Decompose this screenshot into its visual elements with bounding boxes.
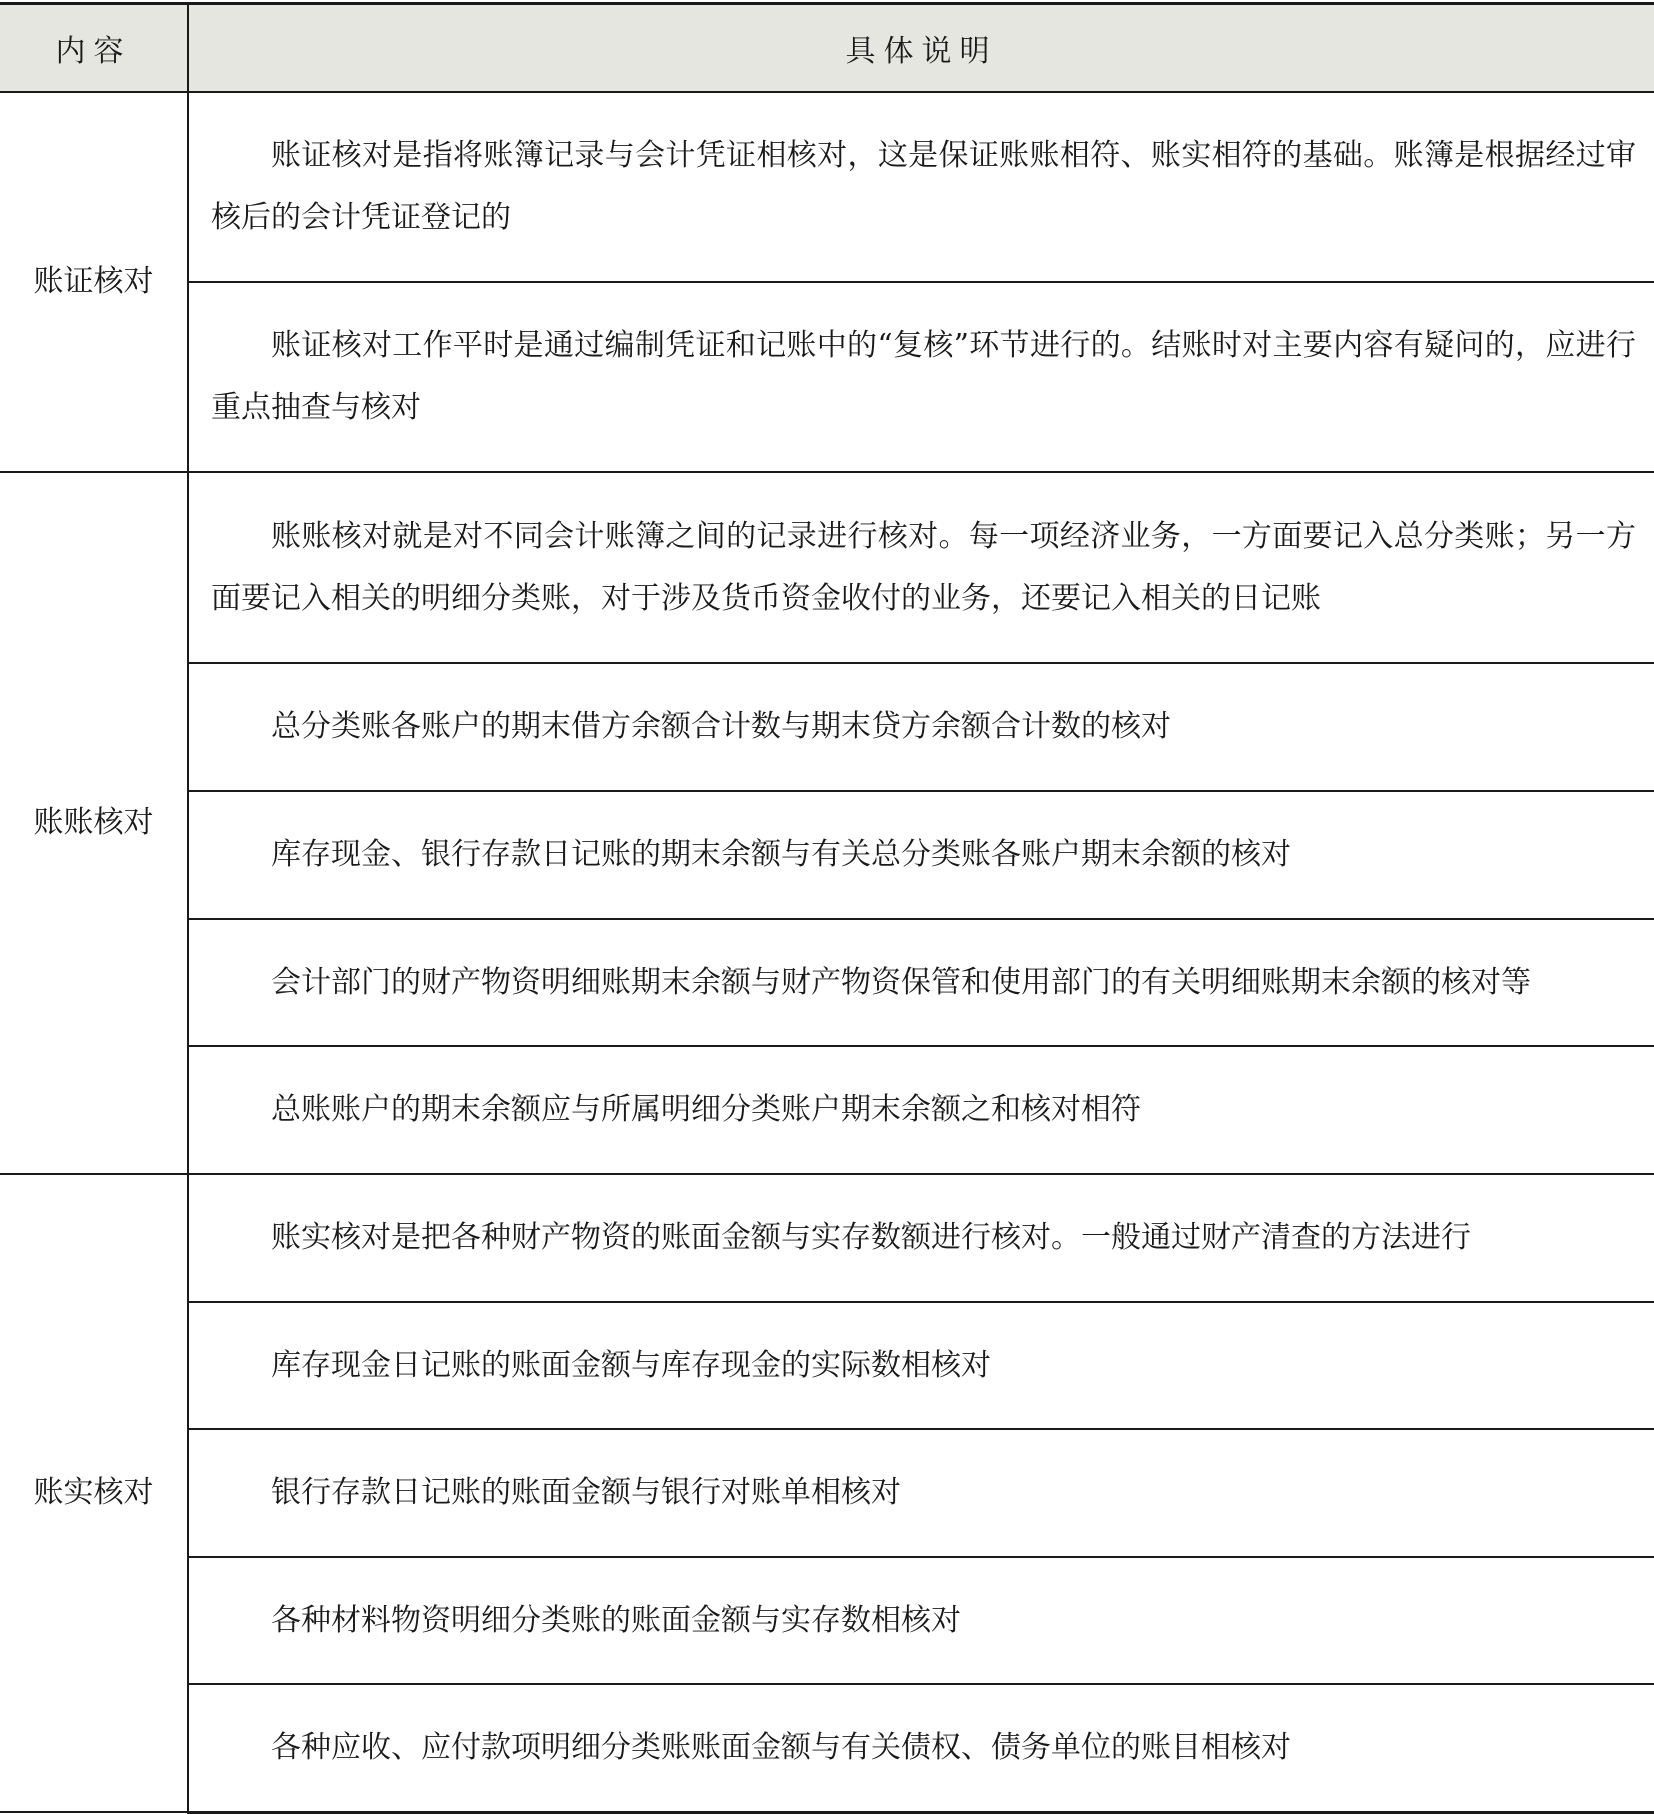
description-cell: 银行存款日记账的账面金额与银行对账单相核对 bbox=[188, 1429, 1654, 1557]
description-cell: 总分类账各账户的期末借方余额合计数与期末贷方余额合计数的核对 bbox=[188, 663, 1654, 791]
table-header bbox=[0, 4, 1654, 93]
description-cell: 库存现金日记账的账面金额与库存现金的实际数相核对 bbox=[188, 1302, 1654, 1429]
table-body bbox=[0, 92, 1654, 1812]
category-cell: 账账核对 bbox=[0, 472, 188, 1174]
table-row bbox=[0, 663, 1654, 791]
reconciliation-table bbox=[0, 2, 1654, 1814]
table-row bbox=[0, 1302, 1654, 1429]
header-description: 具体说明 bbox=[188, 4, 1654, 93]
table-row bbox=[0, 1429, 1654, 1557]
description-cell: 账证核对工作平时是通过编制凭证和记账中的“复核”环节进行的。结账时对主要内容有疑问的，应进行重点抽查与核对 bbox=[188, 282, 1654, 472]
table-row bbox=[0, 92, 1654, 282]
header-row bbox=[0, 4, 1654, 93]
table-row bbox=[0, 472, 1654, 663]
category-cell: 账证核对 bbox=[0, 92, 188, 472]
description-cell: 账证核对是指将账簿记录与会计凭证相核对，这是保证账账相符、账实相符的基础。账簿是根据经过审核后的会计凭证登记的 bbox=[188, 92, 1654, 282]
description-cell: 各种材料物资明细分类账的账面金额与实存数相核对 bbox=[188, 1557, 1654, 1684]
table-row bbox=[0, 282, 1654, 472]
category-cell: 账实核对 bbox=[0, 1174, 188, 1812]
table-row bbox=[0, 791, 1654, 919]
table-row bbox=[0, 919, 1654, 1046]
description-cell: 总账账户的期末余额应与所属明细分类账户期末余额之和核对相符 bbox=[188, 1046, 1654, 1174]
description-cell: 会计部门的财产物资明细账期末余额与财产物资保管和使用部门的有关明细账期末余额的核对等 bbox=[188, 919, 1654, 1046]
description-cell: 账实核对是把各种财产物资的账面金额与实存数额进行核对。一般通过财产清查的方法进行 bbox=[188, 1174, 1654, 1302]
description-cell: 各种应收、应付款项明细分类账账面金额与有关债权、债务单位的账目相核对 bbox=[188, 1684, 1654, 1812]
table-row bbox=[0, 1046, 1654, 1174]
table-row bbox=[0, 1174, 1654, 1302]
table-row bbox=[0, 1684, 1654, 1812]
table-row bbox=[0, 1557, 1654, 1684]
header-content: 内容 bbox=[0, 4, 188, 93]
description-cell: 账账核对就是对不同会计账簿之间的记录进行核对。每一项经济业务，一方面要记入总分类账；另一方面要记入相关的明细分类账，对于涉及货币资金收付的业务，还要记入相关的日记账 bbox=[188, 472, 1654, 663]
description-cell: 库存现金、银行存款日记账的期末余额与有关总分类账各账户期末余额的核对 bbox=[188, 791, 1654, 919]
